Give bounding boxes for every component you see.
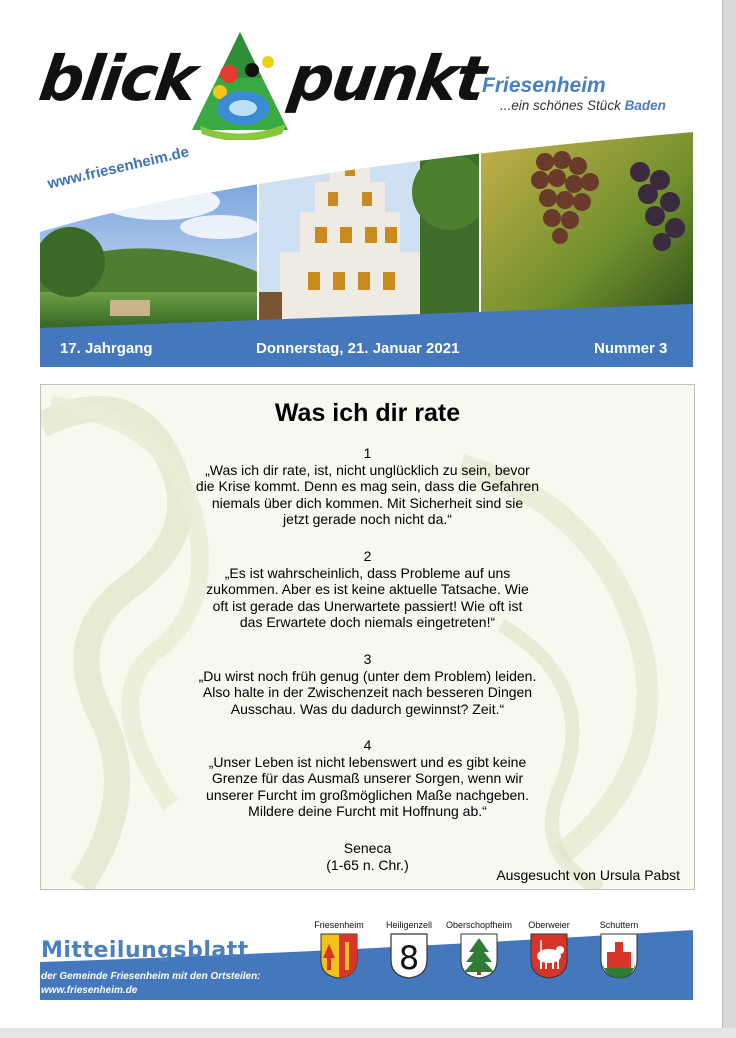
text-line: Also halte in der Zwischenzeit nach besseren Dingen xyxy=(202,684,533,701)
oberschopfheim-crest-icon xyxy=(459,932,499,980)
grapes-photo xyxy=(480,132,693,332)
selection-credit: Ausgesucht von Ursula Pabst xyxy=(496,867,680,883)
issue-number: Nummer 3 xyxy=(594,340,668,357)
text-line: oft ist gerade das Unerwartete passiert! Wie oft ist xyxy=(212,597,523,614)
text-line: „Es ist wahrscheinlich, dass Probleme auf uns xyxy=(224,564,511,581)
crest-symbol: 8 xyxy=(398,939,420,977)
crest-friesenheim xyxy=(306,920,372,980)
text-line: das Erwartete doch niemals eingetreten!“ xyxy=(239,614,496,631)
article-title: Was ich dir rate xyxy=(274,399,461,427)
text-line: „Unser Leben ist nicht lebenswert und es gibt keine xyxy=(208,753,527,770)
text-line: Ausschau. Was du dadurch gewinnst? Zeit.“ xyxy=(230,700,505,717)
text-line: Grenze für das Ausmaß unserer Sorgen, wenn wir xyxy=(211,770,524,787)
section-number: 3 xyxy=(363,651,372,667)
section-number: 2 xyxy=(363,548,372,564)
text-line: unserer Furcht im großmöglichen Maße nachgeben. xyxy=(206,786,529,803)
footer-url: www.friesenheim.de xyxy=(41,985,138,996)
crest-oberweier xyxy=(516,920,582,980)
logo-word-punkt: punkt xyxy=(284,42,489,115)
footer-title: Mitteilungsblatt xyxy=(41,938,249,963)
tagline-text: ...ein schönes Stück xyxy=(500,98,621,113)
website-label: www.friesenheim.de xyxy=(46,143,191,193)
text-line: die Krise kommt. Denn es mag sein, dass die Gefahren xyxy=(195,478,540,495)
text-line: jetzt gerade noch nicht da.“ xyxy=(283,511,452,528)
section-2 xyxy=(131,548,604,631)
text-line: zukommen. Aber es ist keine aktuelle Tatsache. Wie xyxy=(206,581,529,598)
section-number: 4 xyxy=(363,737,372,753)
page-edge xyxy=(722,0,736,1038)
footer-subtitle-text: der Gemeinde Friesenheim mit den Ortsteilen: xyxy=(41,971,261,982)
text-line: „Du wirst noch früh genug (unter dem Problem) leiden. xyxy=(198,667,537,684)
crest-heiligenzell xyxy=(376,920,442,980)
section-1 xyxy=(131,445,604,528)
heiligenzell-crest-icon xyxy=(389,932,429,980)
schuttern-crest-icon xyxy=(599,932,639,980)
tagline-bold: Baden xyxy=(624,98,666,113)
text-line: niemals über dich kommen. Mit Sicherheit sind sie xyxy=(211,494,524,511)
brand-town: Friesenheim xyxy=(482,74,606,97)
section-3 xyxy=(131,651,604,717)
text-line: Mildere deine Furcht mit Hoffnung ab.“ xyxy=(248,803,487,820)
crest-label: Heiligenzell xyxy=(385,920,433,930)
issue-date: Donnerstag, 21. Januar 2021 xyxy=(256,340,460,357)
townhall-photo xyxy=(258,132,488,332)
text-line: „Was ich dir rate, ist, nicht unglücklich zu sein, bevor xyxy=(205,461,530,478)
page-edge-bottom xyxy=(0,1028,736,1038)
crest-label: Friesenheim xyxy=(314,920,364,930)
crest-oberschopfheim xyxy=(446,920,512,980)
crest-label: Schuttern xyxy=(599,920,639,930)
logo-word-blick: blick xyxy=(34,42,201,115)
volume-label: 17. Jahrgang xyxy=(60,340,153,357)
blickpunkt-logo xyxy=(34,30,489,140)
brand-tagline xyxy=(500,98,666,113)
footer-subtitle xyxy=(41,970,261,998)
section-4 xyxy=(131,737,604,820)
oberweier-crest-icon xyxy=(529,932,569,980)
author-dates: (1-65 n. Chr.) xyxy=(326,856,409,873)
crest-label: Oberschopfheim xyxy=(446,920,513,930)
section-number: 1 xyxy=(363,445,372,461)
crest-schuttern xyxy=(586,920,652,980)
friesenheim-crest-icon xyxy=(319,932,359,980)
author-name: Seneca xyxy=(343,840,392,856)
crest-label: Oberweier xyxy=(528,920,570,930)
article-box xyxy=(40,384,695,890)
